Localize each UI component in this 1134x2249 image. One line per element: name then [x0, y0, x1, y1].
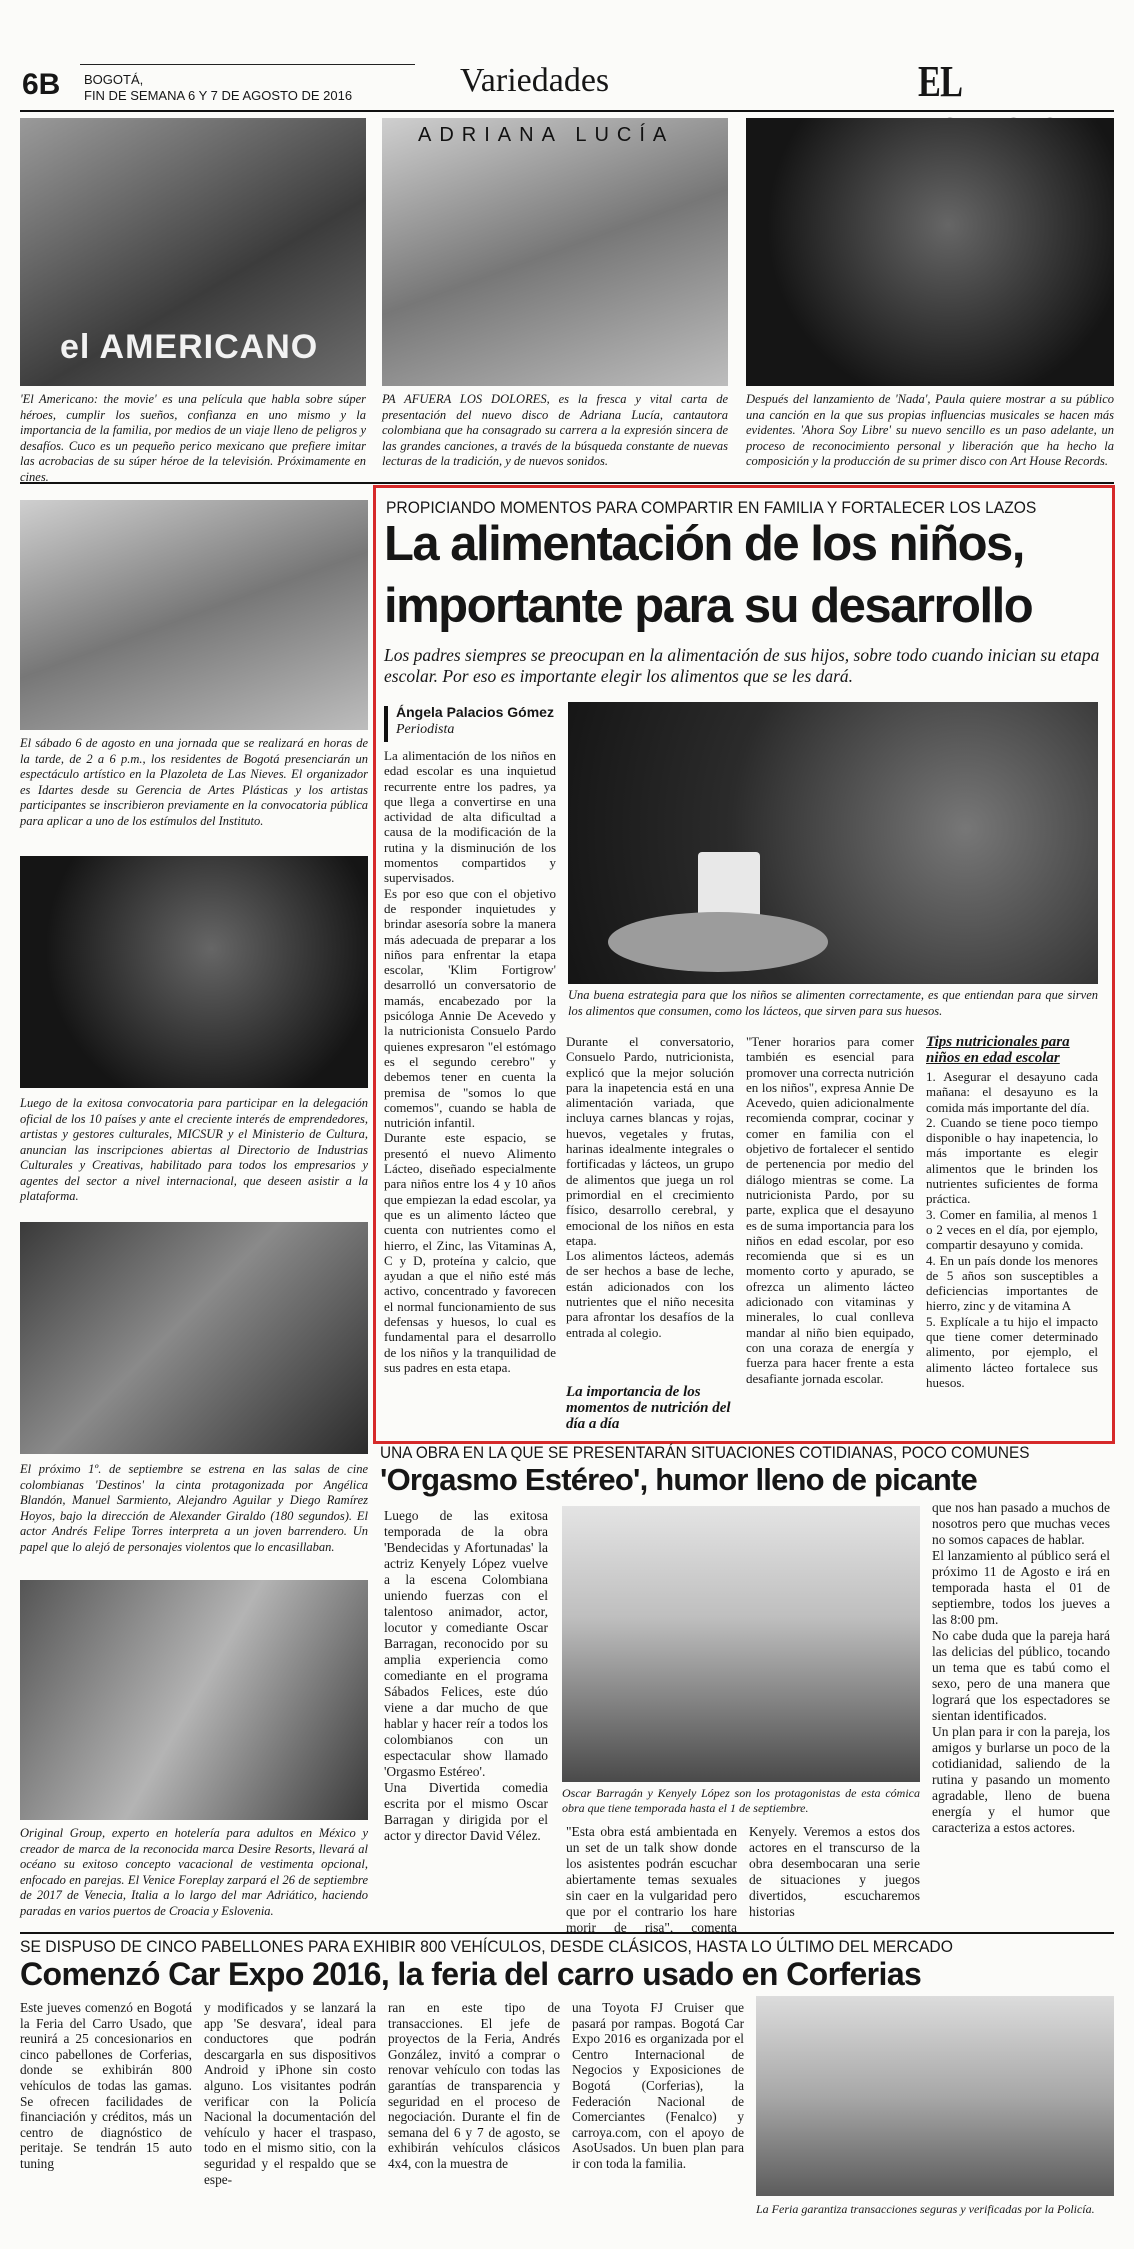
adriana-title-overlay: ADRIANA LUCÍA: [418, 124, 675, 146]
cars-column-1: Este jueves comenzó en Bogotá la Feria del Carro Usado, que reunirá a 25 concesionarios en cinco pabellones de Corferias, donde se exhibirán 800 vehículos de todas las gamas. Se ofrecen facilidades de financiación y créditos, más un centro de diagnóstico de peritaje. Se tendrán 15 auto tuning: [20, 2000, 192, 2171]
theater-col3-p2: El lanzamiento al público será el próximo 11 de Agosto e irá en temporada hasta el 01 de septiembre, todos los jueves a las 8:00 pm.: [932, 1548, 1110, 1627]
feature-deck: Los padres siempres se preocupan en la alimentación de sus hijos, sobre todo cuando inician su etapa escolar. Por eso es importante elegir los alimentos que se les dará.: [384, 645, 1100, 686]
author-bar: [384, 706, 388, 742]
header-city: BOGOTÁ,: [84, 72, 144, 87]
theater-col1-p2: Una Divertida comedia escrita por el mismo Oscar Barragan y dirigida por el actor y director David Vélez.: [384, 1780, 548, 1843]
feature-photo-caption: Una buena estrategia para que los niños se alimenten correctamente, es que entiendan para que sirven los alimentos que consumen, como los lácteos, que sirven para sus huesos.: [568, 988, 1098, 1018]
header-rule-top: [80, 64, 415, 65]
theater-photo-caption: Oscar Barragán y Kenyely López son los protagonistas de esta cómica obra que tiene temporada hasta el 1 de septiembre.: [562, 1786, 920, 1815]
corferias-photo: [756, 1996, 1114, 2196]
corferias-caption: La Feria garantiza transacciones seguras y verificadas por la Policía.: [756, 2202, 1095, 2216]
feature-column-3: [746, 1034, 914, 1386]
tips-title: Tips nutricionales para niños en edad escolar: [926, 1034, 1070, 1066]
cars-headline: Comenzó Car Expo 2016, la feria del carro usado en Corferias: [20, 1956, 922, 1992]
tips-box: [926, 1034, 1098, 1390]
feature-column-1: [384, 748, 556, 1375]
tip-2: 2. Cuando se tiene poco tiempo disponible o hay inapetencia, lo más importante es elegir alimentos que le brinden los nutrientes suficientes de forma práctica.: [926, 1114, 1098, 1207]
theater-col3-p4: Un plan para ir con la pareja, los amigos y burlarse un poco de la cotidianidad, saliendo de la rutina y pasando un momento agradable, lleno de buena energía y el humor que caracteriza a estos actores.: [932, 1724, 1110, 1835]
plate-shape: [608, 912, 828, 972]
masthead: EL: [918, 57, 961, 106]
theater-bottom-rule: [20, 1932, 1114, 1934]
tip-3: 3. Comer en familia, al menos 1 o 2 veces en el día, por ejemplo, compartir desayuno y comida.: [926, 1206, 1098, 1253]
feature-column-2: [566, 1034, 734, 1340]
americano-caption: 'El Americano: the movie' es una película que habla sobre súper héroes, cumplir los sueños, confianza en uno mismo y la importancia de la familia, por medios de un viaje lleno de peligros y desafíos. Cuco es un pequeño perico mexicano que prefiere imitar las acrobacias de su súper héroe de la televisión. Próximamente en cines.: [20, 392, 366, 484]
paula-photo: [746, 118, 1114, 386]
cars-kicker: SE DISPUSO DE CINCO PABELLONES PARA EXHIBIR 800 VEHÍCULOS, DESDE CLÁSICOS, HASTA LO ÚLTIMO DEL MERCADO: [20, 1938, 953, 1956]
theater-col3-p1: que nos han pasado a muchos de nosotros pero que muchas veces no somos capaces de hablar.: [932, 1500, 1110, 1547]
theater-column-1: [384, 1508, 548, 1844]
tip-4: 4. En un país donde los menores de 5 años son susceptibles a deficiencias importantes de hierro, zinc y de vitamina A: [926, 1252, 1098, 1314]
theater-headline: 'Orgasmo Estéreo', humor lleno de picante: [380, 1462, 977, 1497]
feature-col2-p2: Los alimentos lácteos, además de ser hechos a base de leche, están adicionados con los nutrientes que el niño necesita para afrontar los desafíos de la entrada al colegio.: [566, 1248, 734, 1340]
header-rule-bottom: [20, 110, 1114, 112]
tip-5: 5. Explícale a tu hijo el impacto que tiene comer determinado alimento, por ejemplo, el alimento lácteo fortalece sus huesos.: [926, 1313, 1098, 1390]
micsur-photo: [20, 856, 368, 1088]
destinos-photo: [20, 1222, 368, 1454]
header-date: FIN DE SEMANA 6 Y 7 DE AGOSTO DE 2016: [84, 88, 353, 103]
feature-author: Ángela Palacios Gómez: [396, 704, 554, 720]
theater-col1-p1: Luego de las exitosa temporada de la obra 'Bendecidas y Afortunadas' la actriz Kenyely López vuelve a la escena Colombiana uniendo fuerzas con el talentoso animador, actor, locutor y comediante Oscar Barragan, reconocido por su amplia experiencia como comediante en el programa Sábados Felices, este dúo viene a dar mucho de que hablar y hacer reír a todos los colombianos con un espectacular show llamado 'Orgasmo Estéreo'.: [384, 1508, 548, 1779]
feature-col3-p1: "Tener horarios para comer también es esencial para promover una correcta nutrición en los niños", expresa Annie De Acevedo, quien adicionalmente recomienda comprar, cocinar y comer en familia con el objetivo de fortalecer el sentido de pertenencia por medio del diálogo mientras se come. La nutricionista Pardo, por su parte, explica que el desayuno es de suma importancia para los niños en edad escolar, por eso recomienda que si es un momento corto y apurado, se ofrezca un alimento lácteo adicionado con vitaminas y minerales, lo cual conlleva mandar al niño bien equipado, con una coraza de energía y fuerza para hacer frente a esta desafiante jornada escolar.: [746, 1034, 914, 1386]
feature-col1-p2: Es por eso que con el objetivo de responder inquietudes y brindar asesoría sobre la manera más adecuada de preparar a los niños para enfrentar la etapa escolar, 'Klim Fortigrow' desarrolló un conversatorio de mamás, encabezado por la psicóloga Annie De Acevedo y la nutricionista Consuelo Pardo quienes expresaron "el estómago es el segundo cerebro" y debemos tener en cuenta la premisa de "somos lo que comemos", cuando se habla de nutrición infantil.: [384, 885, 556, 1131]
original-group-caption: Original Group, experto en hotelería para adultos en México y creador de marca de la reconocida marca Desire Resorts, llevará al océano su exitoso concepto vacacional de vestimenta opcional, enfocado en parejas. El Venice Foreplay zarpará el 26 de septiembre de 2017 de Venecia, Italia a lo largo del mar Adriático, haciendo paradas en varios puertos de Croacia y Eslovenia.: [20, 1826, 368, 1918]
original-group-photo: [20, 1580, 368, 1820]
theater-column-3: [932, 1500, 1110, 1836]
feature-subhead: La importancia de los momentos de nutrición del día a día: [566, 1384, 731, 1432]
feature-col2-p1: Durante el conversatorio, Consuelo Pardo, nutricionista, explicó que la mejor solución para la inapetencia está en una alimentación variada, que incluya carnes blancas y rojas, huevos, vegetales y frutas, harinas idealmente integrales o fortificadas y lácteos, un grupo de alimentos que juega un rol primordial en el crecimiento físico, desarrollo cerebral, y emocional de los niños en esta etapa.: [566, 1034, 734, 1248]
feature-kicker: PROPICIANDO MOMENTOS PARA COMPARTIR EN FAMILIA Y FORTALECER LOS LAZOS: [386, 498, 1037, 517]
feature-headline-line1: La alimentación de los niños,: [384, 517, 1024, 571]
destinos-caption: El próximo 1º. de septiembre se estrena en las salas de cine colombianas 'Destinos' la cinta protagonizada por Angélica Blandón, Manuel Sarmiento, Alejandro Aguilar y Diego Ramírez Hoyos, bajo la dirección de Alexander Giraldo (180 segundos). El actor Andrés Felipe Torres interpreta a un joven barrendero. Un papel que lo alejó de personajes violentos que lo encasillaban.: [20, 1462, 368, 1554]
feature-col1-p1: La alimentación de los niños en edad escolar es una inquietud recurrente entre los padres, ya que llega a convertirse en una actividad de alta dificultad a causa de la modificación de la rutina y la disminución de los momentos compartidos y supervisados.: [384, 748, 556, 886]
feature-col1-p3: Durante este espacio, se presentó el nuevo Alimento Lácteo, diseñado especialmente para niños entre los 4 y 10 años que empiezan la edad escolar, ya que es un alimento lácteo que cuenta con nutrientes como el hierro, el Zinc, las Vitaminas A, C y D, proteína y calcio, que ayudan a que el niño esté más activo, concentrado y favorecen el normal funcionamiento de sus defensas y huesos, lo cual es fundamental para el desarrollo de los niños y la tranquilidad de sus padres en esta etapa.: [384, 1130, 556, 1375]
paula-caption: Después del lanzamiento de 'Nada', Paula quiere mostrar a su público una canción en la que sus propias influencias musicales se hacen más evidentes. 'Ahora Soy Libre' su nuevo sencillo es un paso adelante, un proceso de reconocimiento personal y liberación que ha hecho la composición y la producción de su primer disco con Art House Records.: [746, 392, 1114, 468]
page-number: 6B: [22, 68, 61, 101]
tips-list: [926, 1069, 1098, 1390]
feature-photo: [568, 702, 1098, 984]
section-title: Variedades: [460, 62, 610, 99]
top-row-rule: [20, 482, 1114, 484]
cars-column-3: ran en este tipo de transacciones. El jefe de proyectos de la Feria, Andrés González, invitó a comprar o renovar vehículo con todas las garantías de transparencia y seguridad en el proceso de negociación. Durante el fin de semana del 6 y 7 de agosto, se exhibirán vehículos clásicos 4x4, con la muestra de: [388, 2000, 560, 2171]
adriana-photo: [382, 118, 728, 386]
feature-author-role: Periodista: [396, 722, 455, 737]
theater-col3-p3: No cabe duda que la pareja hará las delicias del público, tocando un tema que es tabú como el sexo, pero de una manera que logrará que los espectadores se sientan identificados.: [932, 1628, 1110, 1723]
theater-kicker: UNA OBRA EN LA QUE SE PRESENTARÁN SITUACIONES COTIDIANAS, POCO COMUNES: [380, 1444, 1030, 1462]
theater-photo: [562, 1506, 920, 1782]
americano-title-overlay: el AMERICANO: [60, 328, 319, 366]
theater-col1-p3: "Esta obra está ambientada en un set de un talk show donde los asistentes podrán escuchar abiertamente temas sexuales sin caer en la vulgaridad pero que por el contrario los hare morir de risa", comenta Kenyely. Veremos a estos dos actores en el transcurso de la obra desembocaran una serie de situaciones y juegos divertidos, escucharemos historias: [566, 1824, 920, 1935]
plazoleta-caption: El sábado 6 de agosto en una jornada que se realizará en horas de la tarde, de 2 a 6 p.m., los residentes de Bogotá presenciarán un espectáculo artístico en la Plazoleta de Las Nieves. El organizador es Idartes desde su Gerencia de Artes Plásticas y los artistas participantes se inscribieron previamente en la convocatoria pública para aplicar a uno de los estímulos del Instituto.: [20, 736, 368, 828]
cars-column-4: una Toyota FJ Cruiser que pasará por rampas. Bogotá Car Expo 2016 es organizada por el Centro Internacional de Negocios y Exposiciones de Bogotá (Corferias), la Federación Nacional de Comerciantes (Fenalco) y carroya.com, con el apoyo de AsoUsados. Un buen plan para ir con toda la familia.: [572, 2000, 744, 2171]
adriana-caption: PA AFUERA LOS DOLORES, es la fresca y vital carta de presentación del nuevo disco de Adriana Lucía, cantautora colombiana que ha consagrado su carrera a la expresión sincera de las grandes canciones, a través de la búsqueda constante de nuevas lecturas de la tradición, y de nuevos sonidos.: [382, 392, 728, 468]
cars-column-2: y modificados y se lanzará la app 'Se desvara', ideal para conductores que podrán descargarla en sus dispositivos Android y iPhone sin costo alguno. Los visitantes podrán verificar con la Policía Nacional la documentación del vehículo y hacer el traspaso, todo en el mismo sitio, con la seguridad y el respaldo que se espe-: [204, 2000, 376, 2187]
plazoleta-photo: [20, 500, 368, 730]
micsur-caption: Luego de la exitosa convocatoria para participar en la delegación oficial de los 10 países y ante el creciente interés de emprendedores, artistas y gestores culturales, MICSUR y el Ministerio de Cultura, anuncian las inscripciones abiertas al Directorio de Industrias Culturales y Creativas, habilitado para todos los empresarios y agentes del sector a nivel internacional, que deseen asistir a la plataforma.: [20, 1096, 368, 1203]
americano-photo: [20, 118, 366, 386]
feature-headline-line2: importante para su desarrollo: [384, 579, 1033, 633]
tip-1: 1. Asegurar el desayuno cada mañana: el desayuno es la comida más importante del día.: [926, 1069, 1098, 1115]
theater-column-2-bottom: [566, 1824, 920, 1936]
